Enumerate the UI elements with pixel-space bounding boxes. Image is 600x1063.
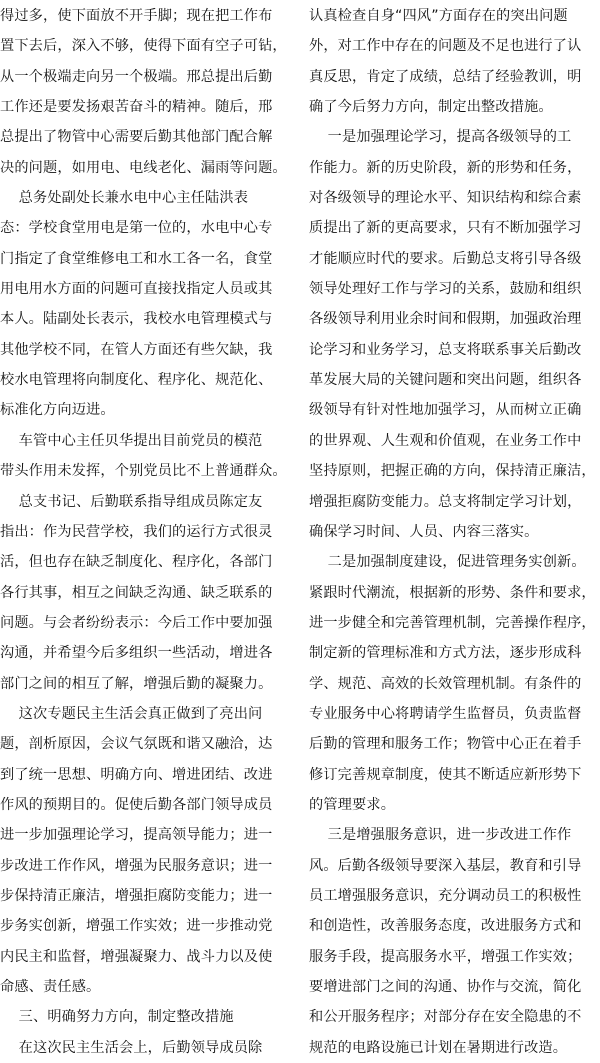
text-line: 质提出了新的更高要求，只有不断加强学习 [309,220,582,237]
text-line: 服务手段，提高服务水平，增强工作实效； [309,948,582,965]
text-line: 一是加强理论学习，提高各级领导的工 [309,129,572,146]
section-heading: 三、明确努力方向，制定整改措施 [0,1009,234,1026]
text-line: 的世界观、人生观和价值观，在业务工作中 [309,432,582,449]
text-line: 步改进工作作风，增强为民服务意识；进一 [0,857,273,874]
text-line: 指出：作为民营学校，我们的运行方式很灵 [0,523,273,540]
text-line: 态：学校食堂用电是第一位的，水电中心专 [0,220,273,237]
text-line: 带头作用未发挥，个别党员比不上普通群众。 [0,463,287,480]
text-line: 标准化方向迈进。 [0,402,115,419]
text-line: 坚持原则，把握正确的方向，保持清正廉洁， [309,463,596,480]
text-line: 真反思，肯定了成绩，总结了经验教训，明 [309,68,582,85]
text-line: 从一个极端走向另一个极端。邢总提出后勤 [0,68,273,85]
text-line: 才能顺应时代的要求。后勤总支将引导各级 [309,250,582,267]
text-line: 命感、责任感。 [0,979,101,995]
text-line: 学、规范、高效的长效管理机制。有条件的 [309,675,582,692]
right-text-column [309,0,600,1063]
text-line: 和创造性，改善服务态度，改进服务方式和 [309,918,582,935]
text-line: 总支书记、后勤联系指导组成员陈定友 [0,493,263,510]
text-line: 修订完善规章制度，使其不断适应新形势下 [309,766,582,783]
text-line: 题，剖析原因，会议气氛既和谐又融洽，达 [0,736,273,753]
text-line: 作风的预期目的。促使后勤各部门领导成员 [0,796,273,813]
text-line: 风。后勤各级领导要深入基层，教育和引导 [309,857,582,874]
text-line: 确保学习时间、人员、内容三落实。 [309,523,539,540]
text-line: 校水电管理将向制度化、程序化、规范化、 [0,372,273,389]
text-line: 论学习和业务学习，总支将联系事关后勤改 [309,341,582,358]
text-line: 紧跟时代潮流，根据新的形势、条件和要求， [309,584,596,601]
text-line: 总提出了物管中心需要后勤其他部门配合解 [0,129,273,146]
text-line: 到了统一思想、明确方向、增进团结、改进 [0,766,273,783]
text-line: 认真检查自身“四风”方面存在的突出问题 [309,8,568,24]
text-line: 步保持清正廉洁，增强拒腐防变能力；进一 [0,887,273,904]
text-line: 专业服务中心将聘请学生监督员，负责监督 [309,705,582,722]
text-line: 总务处副处长兼水电中心主任陆洪表 [0,190,249,207]
text-line: 步务实创新，增强工作实效；进一步推动党 [0,918,273,935]
text-line: 二是加强制度建设，促进管理务实创新。 [309,554,586,571]
text-line: 三是增强服务意识，进一步改进工作作 [309,827,572,844]
text-line: 活，但也存在缺乏制度化、程序化，各部门 [0,554,273,571]
text-line: 进一步健全和完善管理机制，完善操作程序， [309,614,596,631]
text-line: 得过多，使下面放不开手脚；现在把工作布 [0,8,273,24]
text-line: 增强拒腐防变能力。总支将制定学习计划， [309,493,582,510]
text-line: 后勤的管理和服务工作；物管中心正在着手 [309,736,582,753]
text-line: 各行其事，相互之间缺乏沟通、缺乏联系的 [0,584,273,601]
text-line: 部门之间的相互了解，增强后勤的凝聚力。 [0,675,273,692]
text-line: 决的问题，如用电、电线老化、漏雨等问题。 [0,159,287,176]
text-line: 其他学校不同，在管人方面还有些欠缺，我 [0,341,273,358]
text-line: 确了今后努力方向，制定出整改措施。 [309,99,553,116]
text-line: 进一步加强理论学习，提高领导能力；进一 [0,827,273,844]
text-line: 车管中心主任贝华提出目前党员的模范 [0,432,263,449]
text-line: 各级领导利用业余时间和假期，加强政治理 [309,311,582,328]
text-line: 这次专题民主生活会真正做到了亮出问 [0,705,263,722]
text-line: 规范的电路设施已计划在暑期进行改造。 [309,1039,568,1056]
text-line: 在这次民主生活会上，后勤领导成员除 [0,1039,263,1056]
text-line: 工作还是要发扬艰苦奋斗的精神。随后，邢 [0,99,273,116]
text-line: 作能力。新的历史阶段，新的形势和任务， [309,159,582,176]
text-line: 对各级领导的理论水平、知识结构和综合素 [309,190,582,207]
text-line: 的管理要求。 [309,796,396,813]
text-line: 制定新的管理标准和方式方法，逐步形成科 [309,645,582,662]
text-line: 和公开服务程序；对部分存在安全隐患的不 [309,1009,582,1026]
text-line: 员工增强服务意识，充分调动员工的积极性 [309,887,582,904]
text-line: 本人。陆副处长表示，我校水电管理模式与 [0,311,273,328]
text-line: 要增进部门之间的沟通、协作与交流，简化 [309,979,582,995]
text-line: 外，对工作中存在的问题及不足也进行了认 [309,38,582,55]
text-line: 内民主和监督，增强凝聚力、战斗力以及使 [0,948,273,965]
text-line: 用电用水方面的问题可直接找指定人员或其 [0,281,273,298]
text-line: 置下去后，深入不够，使得下面有空子可钻， [0,38,287,55]
text-line: 沟通，并希望今后多组织一些活动，增进各 [0,645,273,662]
left-text-column [0,0,292,1063]
text-line: 级领导有针对性地加强学习，从而树立正确 [309,402,582,419]
text-line: 问题。与会者纷纷表示：今后工作中要加强 [0,614,273,631]
text-line: 革发展大局的关键问题和突出问题，组织各 [309,372,582,389]
text-line: 门指定了食堂维修电工和水工各一名，食堂 [0,250,273,267]
text-line: 领导处理好工作与学习的关系，鼓励和组织 [309,281,582,298]
